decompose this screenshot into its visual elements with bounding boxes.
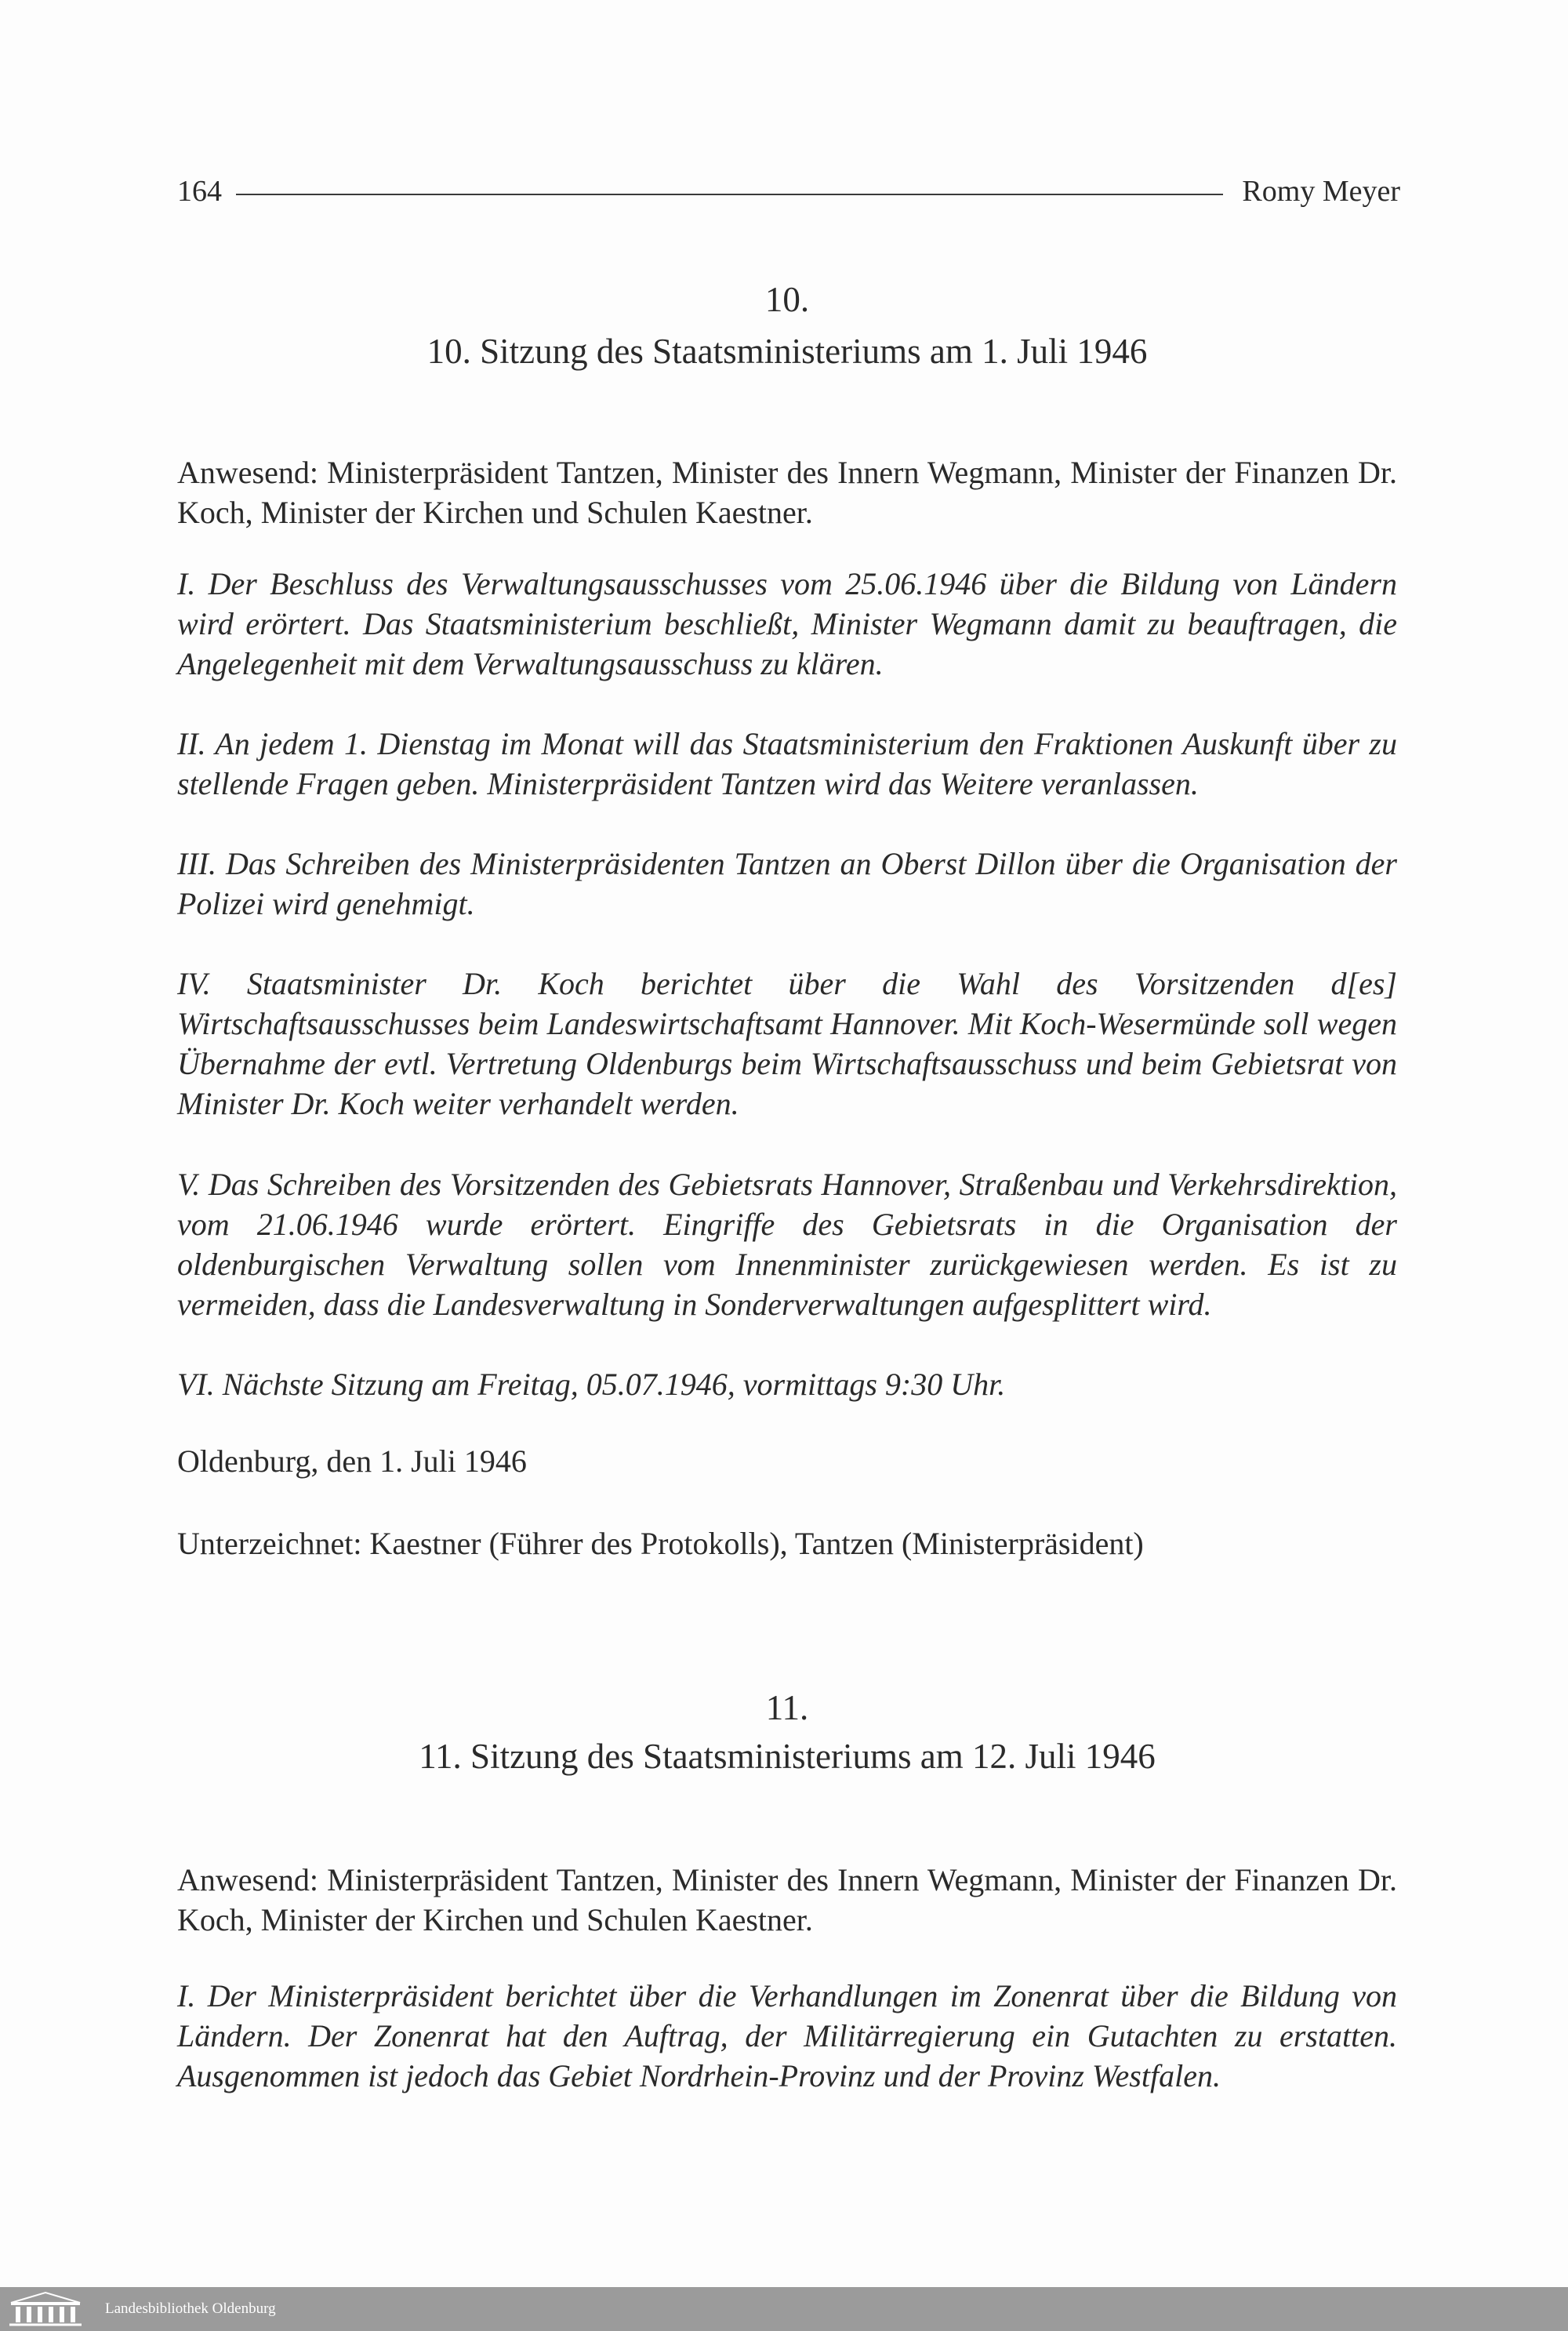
library-footer-bar (0, 2287, 1568, 2331)
session-10-number: 10. (764, 280, 810, 319)
session-10-item-3: III. Das Schreiben des Ministerpräsidenten Tantzen an Oberst Dillon über die Organisation der Polizei wird genehmigt. (177, 846, 1397, 921)
session-10-item-2: II. An jedem 1. Dienstag im Monat will das Staatsministerium den Fraktionen Auskunft über zu stellende Fragen geben. Ministerpräsident Tantzen wird das Weitere veranlassen. (177, 726, 1397, 801)
session-11-title: 11. Sitzung des Staatsministeriums am 12. Juli 1946 (419, 1737, 1156, 1776)
session-10-place-date: Oldenburg, den 1. Juli 1946 (177, 1443, 527, 1479)
session-11-item-1: I. Der Ministerpräsident berichtet über die Verhandlungen im Zonenrat über die Bildung von Ländern. Der Zonenrat hat den Auftrag, der Militärregierung ein Gutachten zu erstatten. Ausgenommen ist jedoch das Gebiet Nordrhein-Provinz und der Provinz Westfalen. (177, 1978, 1397, 2093)
session-10-item-5: V. Das Schreiben des Vorsitzenden des Gebietsrats Hannover, Straßenbau und Verkehrsdirektion, vom 21.06.1946 wurde erörtert. Eingriffe des Gebietsrats in die Organisation der oldenburgischen Verwaltung sollen vom Innenminister zurückgewiesen werden. Es ist zu vermeiden, dass die Landesverwaltung in Sonderverwaltungen aufgesplittert wird. (177, 1167, 1397, 1322)
running-head (177, 169, 1400, 213)
library-building-icon (6, 2290, 85, 2328)
session-11-attendance: Anwesend: Ministerpräsident Tantzen, Minister des Innern Wegmann, Minister der Finanzen Dr. Koch, Minister der Kirchen und Schulen Kaestner. (177, 1862, 1397, 1937)
header-rule (236, 194, 1223, 195)
session-10-signed: Unterzeichnet: Kaestner (Führer des Protokolls), Tantzen (Ministerpräsident) (177, 1526, 1144, 1561)
session-10-item-1: I. Der Beschluss des Verwaltungsausschusses vom 25.06.1946 über die Bildung von Ländern wird erörtert. Das Staatsministerium beschließt, Minister Wegmann damit zu beauftragen, die Angelegenheit mit dem Verwaltungsausschuss zu klären. (177, 566, 1397, 681)
session-11-number: 11. (765, 1688, 809, 1727)
page-number: 164 (177, 175, 222, 208)
library-name: Landesbibliothek Oldenburg (105, 2300, 276, 2317)
session-10-item-4: IV. Staatsminister Dr. Koch berichtet über die Wahl des Vorsitzenden d[es] Wirtschaftsausschusses beim Landeswirtschaftsamt Hannover. Mit Koch-Wesermünde soll wegen Übernahme der evtl. Vertretung Oldenburgs beim Wirtschaftsausschuss und beim Gebietsrat von Minister Dr. Koch weiter verhandelt werden. (177, 966, 1397, 1121)
session-10-attendance: Anwesend: Ministerpräsident Tantzen, Minister des Innern Wegmann, Minister der Finanzen Dr. Koch, Minister der Kirchen und Schulen Kaestner. (177, 455, 1397, 530)
session-10-title: 10. Sitzung des Staatsministeriums am 1. Juli 1946 (426, 332, 1148, 371)
session-10-item-6: VI. Nächste Sitzung am Freitag, 05.07.1946, vormittags 9:30 Uhr. (177, 1367, 1006, 1402)
author-name: Romy Meyer (1242, 175, 1400, 208)
